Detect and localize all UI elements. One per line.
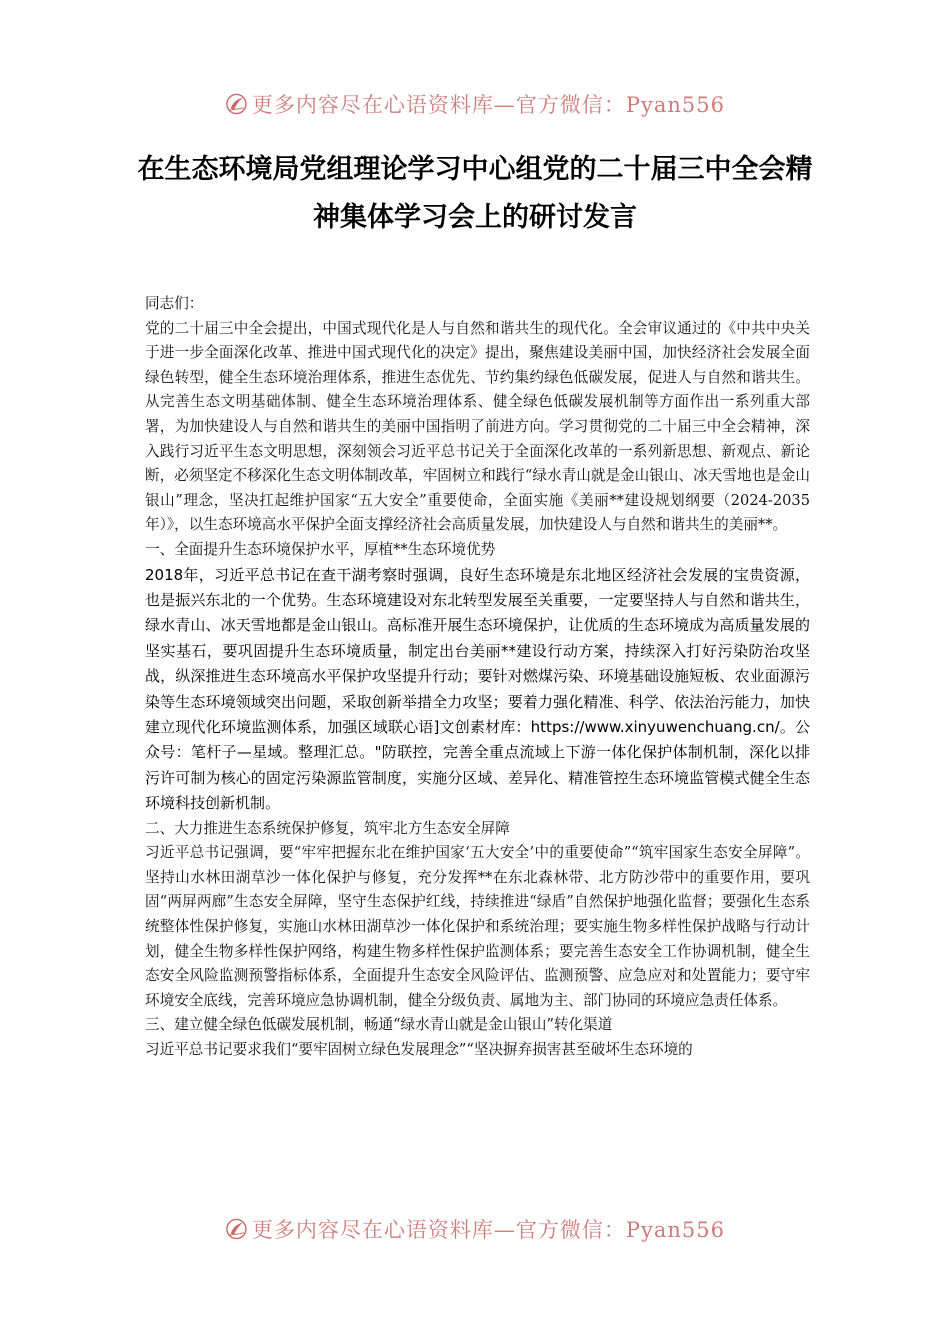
section-paragraph-3: 习近平总书记要求我们“要牢固树立绿色发展理念”“坚决摒弃损害甚至破坏生态环境的 xyxy=(145,1040,693,1058)
watermark-text: 更多内容尽在心语资料库—官方微信：Pyan556 xyxy=(251,1218,725,1242)
pen-signature-logo-icon xyxy=(225,86,248,122)
section-heading-2: 二、大力推进生态系统保护修复，筑牢北方生态安全屏障 xyxy=(145,819,510,837)
footer-watermark-banner xyxy=(225,1208,725,1250)
document-title: 在生态环境局党组理论学习中心组党的二十届三中全会精神集体学习会上的研讨发言 xyxy=(137,154,813,233)
header-watermark-banner xyxy=(225,83,725,125)
section-paragraph-2: 习近平总书记强调，要“牢牢把握东北在维护国家‘五大安全’中的重要使命”“筑牢国家生态安全屏障”。坚持山水林田湖草沙一体化保护与修复，充分发挥**在东北森林带、北方防沙带中的重要作用，要巩固“两屏两廊”生态安全屏障，坚守生态保护红线，持续推进“绿盾”自然保护地强化监督；要强化生态系统整体性保护修复，实施山水林田湖草沙一体化保护和系统治理；要实施生物多样性保护战略与行动计划，健全生物多样性保护网络，构建生物多样性保护监测体系；要完善生态安全工作协调机制，健全生态安全风险监测预警指标体系，全面提升生态安全风险评估、监测预警、应急应对和处置能力；要守牢环境安全底线，完善环境应急协调机制，健全分级负责、属地为主、部门协同的环境应急责任体系。 xyxy=(145,844,810,1009)
watermark-text: 更多内容尽在心语资料库—官方微信：Pyan556 xyxy=(251,93,725,117)
section-heading-1: 一、全面提升生态环境保护水平，厚植**生态环境优势 xyxy=(145,540,496,558)
greeting: 同志们： xyxy=(145,295,204,312)
document-body xyxy=(145,292,810,1063)
intro-paragraph: 党的二十届三中全会提出，中国式现代化是人与自然和谐共生的现代化。全会审议通过的《中共中央关于进一步全面深化改革、推进中国式现代化的决定》提出，聚焦建设美丽中国，加快经济社会发展全面绿色转型，健全生态环境治理体系，推进生态优先、节约集约绿色低碳发展，促进人与自然和谐共生。从完善生态文明基础体制、健全生态环境治理体系、健全绿色低碳发展机制等方面作出一系列重大部署，为加快建设人与自然和谐共生的美丽中国指明了前进方向。学习贯彻党的二十届三中全会精神，深入践行习近平生态文明思想，深刻领会习近平总书记关于全面深化改革的一系列新思想、新观点、新论断，必须坚定不移深化生态文明体制改革，牢固树立和践行“绿水青山就是金山银山、冰天雪地也是金山银山”理念，坚决扛起维护国家“五大安全”重要使命，全面实施《美丽**建设规划纲要（2024-2035年）》，以生态环境高水平保护全面支撑经济社会高质量发展，加快建设人与自然和谐共生的美丽**。 xyxy=(145,319,810,534)
section-paragraph-1: 2018年，习近平总书记在查干湖考察时强调，良好生态环境是东北地区经济社会发展的宝贵资源，也是振兴东北的一个优势。生态环境建设对东北转型发展至关重要，一定要坚持人与自然和谐共生，绿水青山、冰天雪地都是金山银山。高标准开展生态环境保护，让优质的生态环境成为高质量发展的坚实基石，要巩固提升生态环境质量，制定出台美丽**建设行动方案，持续深入打好污染防治攻坚战，纵深推进生态环境高水平保护攻坚提升行动；要针对燃煤污染、环境基础设施短板、农业面源污染等生态环境领域突出问题，采取创新举措全力攻坚；要着力强化精准、科学、依法治污能力，加快建立现代化环境监测体系，加强区域联心语]文创素材库：https://www.xinyuwenchuang.cn/。公众号：笔杆子—星域。整理汇总。"防联控，完善全重点流域上下游一体化保护体制机制，深化以排污许可制为核心的固定污染源监管制度，实施分区域、差异化、精准管控生态环境监管模式健全生态环境科技创新机制。 xyxy=(145,565,810,813)
section-heading-3: 三、建立健全绿色低碳发展机制，畅通“绿水青山就是金山银山”转化渠道 xyxy=(145,1016,613,1034)
pen-signature-logo-icon xyxy=(225,1211,248,1247)
